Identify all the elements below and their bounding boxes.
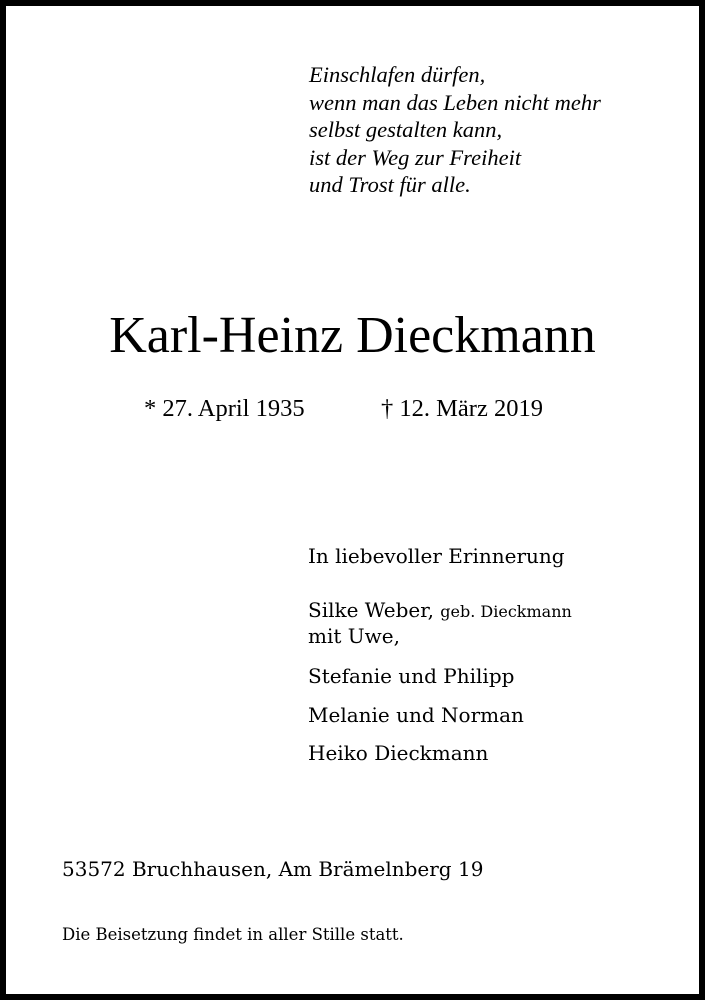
mourner-entry: Heiko Dieckmann [308,741,489,765]
death-date: † 12. März 2019 [381,395,543,422]
mourner-entry: Melanie und Norman [308,703,524,727]
family-address: 53572 Bruchhausen, Am Brämelnberg 19 [62,857,484,881]
mourner-name: Silke Weber, [308,598,434,622]
poem [309,61,601,199]
poem-line: selbst gestalten kann, [309,117,503,142]
poem-line: wenn man das Leben nicht mehr [309,89,601,115]
mourner-continuation: mit Uwe, [308,624,400,648]
remembrance-intro: In liebevoller Erinnerung [308,544,565,568]
poem-line: ist der Weg zur Freiheit [309,144,522,170]
mourner-entry [308,597,572,625]
poem-line: und Trost für alle. [309,172,471,197]
poem-line: Einschlafen dürfen, [309,62,486,87]
mourner-entry: Stefanie und Philipp [308,664,515,688]
deceased-name: Karl-Heinz Dieckmann [109,307,596,364]
funeral-note: Die Beisetzung findet in aller Stille statt. [62,925,404,944]
maiden-name-note: geb. Dieckmann [440,602,572,621]
birth-date: * 27. April 1935 [144,395,305,422]
